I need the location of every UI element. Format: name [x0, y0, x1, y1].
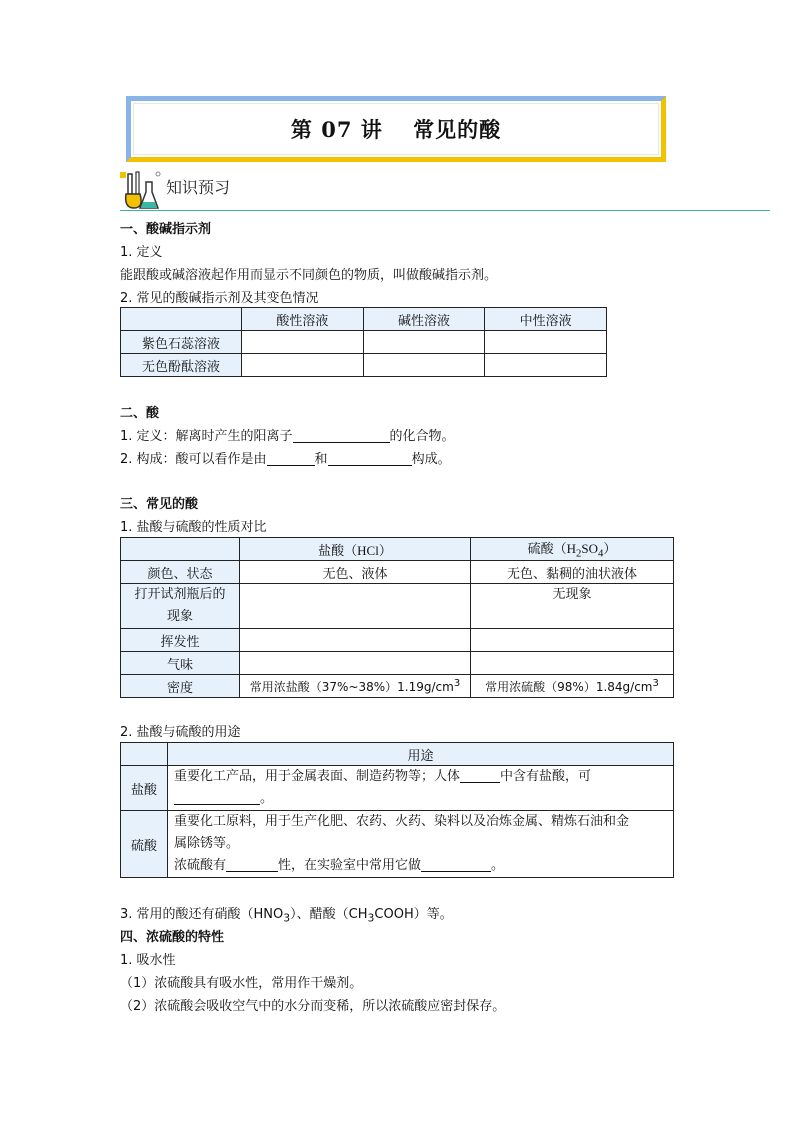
table-cell	[242, 331, 364, 354]
superscript: 3	[453, 677, 461, 689]
s3-heading: 三、常见的酸	[120, 497, 199, 512]
section-header	[118, 168, 230, 210]
table-row	[121, 766, 674, 811]
table-header-cell: 盐酸（HCl）	[240, 538, 471, 561]
table-row-label: 挥发性	[121, 629, 240, 652]
text: 常用浓盐酸（37%~38%）1.19g/cm	[249, 679, 454, 694]
table-row-label: 紫色石蕊溶液	[121, 331, 242, 354]
table-cell: 无色、黏稠的油状液体	[471, 561, 674, 584]
s2-line1	[120, 425, 455, 444]
text: ）、醋酸（CH	[290, 907, 368, 922]
table-cell	[471, 629, 674, 652]
table-cell	[121, 308, 242, 331]
answer-blank	[174, 790, 260, 805]
table-row	[121, 561, 674, 584]
text: 重要化工产品，用于金属表面、制造药物等；人体	[174, 769, 461, 784]
table-cell: 无现象	[471, 584, 674, 629]
s4-line2: （1）浓硫酸具有吸水性，常用作干燥剂。	[120, 976, 363, 991]
table-cell	[242, 354, 364, 377]
flask-icon	[118, 168, 164, 210]
text: 。	[491, 858, 505, 873]
text: SO	[581, 541, 598, 557]
answer-blank	[328, 451, 412, 466]
table-cell	[240, 629, 471, 652]
table-header-row	[121, 538, 674, 561]
title-inner	[133, 103, 659, 155]
text: 中含有盐酸，可	[500, 769, 592, 784]
table-cell	[240, 584, 471, 629]
compare-table	[120, 537, 674, 698]
table-cell	[471, 675, 674, 698]
table-header-cell	[471, 538, 674, 561]
table-row	[121, 584, 674, 629]
table-cell	[168, 811, 674, 878]
table-row	[121, 675, 674, 698]
text: 打开试剂瓶后的	[134, 587, 226, 602]
text: 2. 构成：酸可以看作是由	[120, 452, 267, 467]
text: 3. 常用的酸还有硝酸（HNO	[120, 907, 284, 922]
s3-other-acids	[120, 903, 453, 925]
table-cell	[485, 331, 607, 354]
text: 的化合物。	[389, 429, 455, 444]
page-title: 第 07 讲 常见的酸	[290, 117, 502, 142]
indicator-table	[120, 307, 607, 377]
s4-heading: 四、浓硫酸的特性	[120, 930, 225, 945]
section-title: 知识预习	[166, 178, 231, 197]
table-cell	[240, 675, 471, 698]
s4-line1: 1. 吸水性	[120, 953, 176, 968]
table-cell: 无色、液体	[240, 561, 471, 584]
s2-heading: 二、酸	[120, 406, 160, 421]
table-header-cell: 中性溶液	[485, 308, 607, 331]
table-row-label: 颜色、状态	[121, 561, 240, 584]
table-row-label: 硫酸	[121, 811, 168, 878]
s1-heading: 一、酸碱指示剂	[120, 222, 212, 237]
title-box	[126, 96, 666, 162]
text: ）	[603, 541, 617, 557]
subscript: 4	[598, 547, 604, 560]
answer-blank	[293, 428, 390, 443]
text: 构成。	[411, 452, 451, 467]
table-row-label: 无色酚酞溶液	[121, 354, 242, 377]
table-header-row	[121, 308, 607, 331]
s2-line2	[120, 448, 451, 467]
table-row-label	[121, 584, 240, 629]
text: 性，在实验室中常用它做	[278, 858, 422, 873]
text: 和	[314, 452, 328, 467]
table-cell	[363, 354, 485, 377]
table-header-cell: 酸性溶液	[242, 308, 364, 331]
text: 1. 定义：解离时产生的阳离子	[120, 429, 293, 444]
answer-blank	[460, 768, 500, 783]
table-cell	[485, 354, 607, 377]
text: 现象	[166, 609, 193, 624]
s4-line3: （2）浓硫酸会吸收空气中的水分而变稀，所以浓硫酸应密封保存。	[120, 999, 506, 1014]
table-header-row	[121, 743, 674, 766]
answer-blank	[421, 857, 491, 872]
text: 属除锈等。	[174, 836, 240, 851]
table-cell	[121, 538, 240, 561]
subscript: 2	[575, 547, 582, 560]
answer-blank	[226, 857, 278, 872]
subscript: 3	[283, 911, 291, 925]
text: COOH）等。	[374, 907, 453, 922]
s1-list-label: 2. 常见的酸碱指示剂及其变色情况	[120, 291, 319, 306]
subscript: 3	[367, 911, 375, 925]
table-cell	[363, 331, 485, 354]
s1-def-label: 1. 定义	[120, 245, 163, 260]
table-cell	[168, 766, 674, 811]
text: 。	[260, 791, 274, 806]
table-header-cell: 用途	[168, 743, 674, 766]
table-row	[121, 652, 674, 675]
s3-use-label: 2. 盐酸与硫酸的用途	[120, 725, 241, 740]
table-cell	[121, 743, 168, 766]
text: 常用浓硫酸（98%）1.84g/cm	[485, 679, 653, 694]
text: 浓硫酸有	[174, 858, 227, 873]
table-row-label: 盐酸	[121, 766, 168, 811]
table-row-label: 密度	[121, 675, 240, 698]
table-row	[121, 811, 674, 878]
s1-def-text: 能跟酸或碱溶液起作用而显示不同颜色的物质，叫做酸碱指示剂。	[120, 268, 498, 283]
uses-table	[120, 742, 674, 878]
table-header-cell: 碱性溶液	[363, 308, 485, 331]
answer-blank	[267, 451, 315, 466]
text: 重要化工原料，用于生产化肥、农药、火药、染料以及冶炼金属、精炼石油和金	[174, 814, 630, 829]
table-cell	[240, 652, 471, 675]
table-row-label: 气味	[121, 652, 240, 675]
s3-compare-label: 1. 盐酸与硫酸的性质对比	[120, 520, 267, 535]
section-divider	[120, 210, 770, 211]
table-row	[121, 629, 674, 652]
table-row	[121, 354, 607, 377]
table-cell	[471, 652, 674, 675]
table-row	[121, 331, 607, 354]
text: 硫酸（H	[527, 541, 576, 557]
superscript: 3	[652, 677, 659, 689]
